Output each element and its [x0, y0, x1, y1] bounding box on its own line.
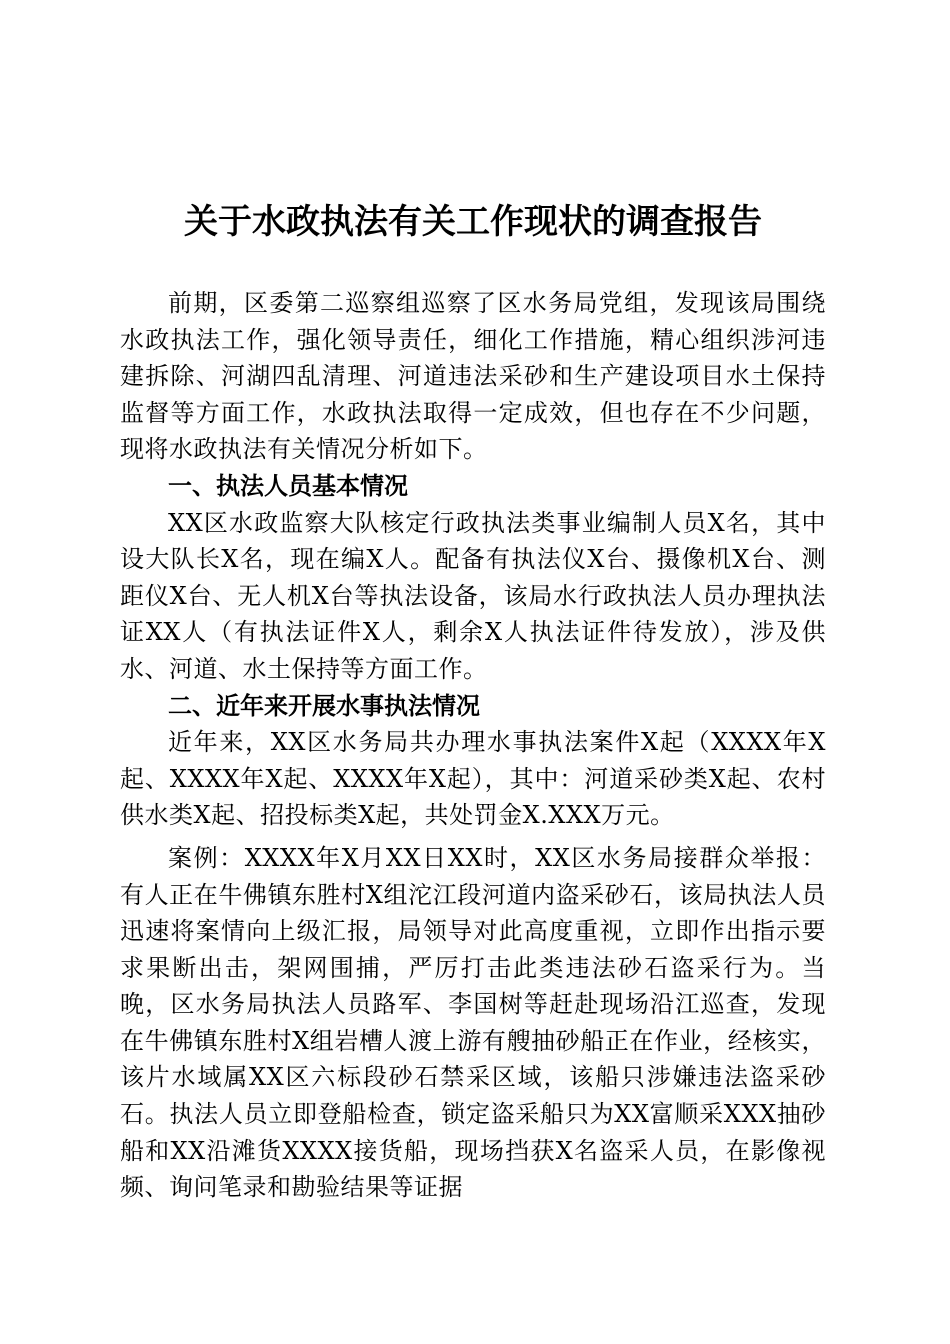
case-example-paragraph: 案例：XXXX年X月XX日XX时，XX区水务局接群众举报：有人正在牛佛镇东胜村X组沱江段河道内盗采砂石，该局执法人员迅速将案情向上级汇报，局领导对此高度重视，立即作出指示要求果断出击，架网围捕，严厉打击此类违法砂石盗采行为。当晚，区水务局执法人员路军、李国树等赶赴现场沿江巡查，发现在牛佛镇东胜村X组岩槽人渡上游有艘抽砂船正在作业，经核实，该片水域属XX区六标段砂石禁采区域，该船只涉嫌违法盗采砂石。执法人员立即登船检查，锁定盗采船只为XX富顺采XXX抽砂船和XX沿滩货XXXX接货船，现场挡获X名盗采人员，在影像视频、询问笔录和勘验结果等证据: [120, 843, 826, 1202]
document-title: 关于水政执法有关工作现状的调查报告: [184, 202, 762, 242]
staff-paragraph: XX区水政监察大队核定行政执法类事业编制人员X名，其中设大队长X名，现在编X人。配备有执法仪X台、摄像机X台、测距仪X台、无人机X台等执法设备，该局水行政执法人员办理执法证XX人（有执法证件X人，剩余X人执法证件待发放），涉及供水、河道、水土保持等方面工作。: [120, 508, 826, 683]
cases-paragraph: 近年来，XX区水务局共办理水事执法案件X起（XXXX年X起、XXXX年X起、XXXX年X起），其中：河道采砂类X起、农村供水类X起、招投标类X起，共处罚金X.XXX万元。: [120, 728, 826, 830]
section-heading-1: 一、执法人员基本情况: [168, 471, 408, 500]
document-body: [120, 285, 826, 1206]
section-heading-2: 二、近年来开展水事执法情况: [168, 691, 480, 720]
intro-paragraph: 前期，区委第二巡察组巡察了区水务局党组，发现该局围绕水政执法工作，强化领导责任，细化工作措施，精心组织涉河违建拆除、河湖四乱清理、河道违法采砂和生产建设项目水土保持监督等方面工作，水政执法取得一定成效，但也存在不少问题，现将水政执法有关情况分析如下。: [120, 289, 826, 464]
